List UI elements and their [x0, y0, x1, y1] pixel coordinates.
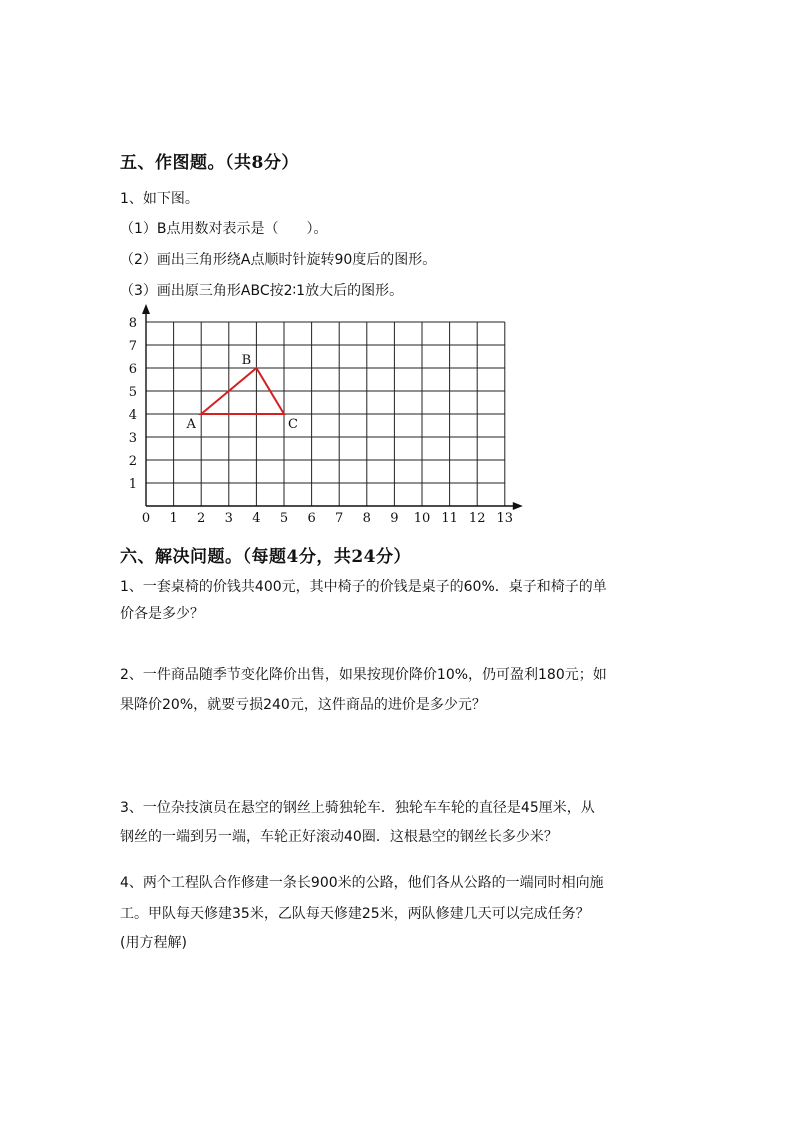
y-tick-label: 7	[128, 339, 137, 354]
question-1-intro: 1、如下图。	[120, 191, 199, 207]
point-label-b: B	[241, 353, 252, 368]
question-1-sub1: （1）B点用数对表示是（ ）。	[120, 221, 328, 237]
problem-1-line1: 1、一套桌椅的价钱共400元，其中椅子的价钱是桌子的60%．桌子和椅子的单	[120, 579, 607, 595]
y-tick-label: 8	[128, 316, 137, 331]
problem-4-line1: 4、两个工程队合作修建一条长900米的公路，他们各从公路的一端同时相向施	[120, 875, 604, 891]
y-tick-label: 6	[128, 362, 137, 377]
problem-3-line1: 3、一位杂技演员在悬空的钢丝上骑独轮车．独轮车车轮的直径是45厘米，从	[120, 800, 595, 816]
x-axis-arrow	[513, 502, 523, 510]
section-5-title: 五、作图题。（共8分）	[120, 153, 299, 173]
point-label-c: C	[288, 417, 298, 432]
x-tick-label: 5	[279, 511, 289, 526]
x-tick-labels	[142, 511, 513, 526]
problem-4-line2: 工。甲队每天修建35米，乙队每天修建25米，两队修建几天可以完成任务？	[120, 906, 590, 922]
y-tick-label: 1	[128, 477, 137, 492]
y-tick-labels	[129, 316, 137, 492]
problem-1-line2: 价各是多少？	[120, 606, 204, 622]
x-tick-label: 8	[362, 511, 371, 526]
x-tick-label: 9	[390, 511, 399, 526]
y-tick-label: 3	[128, 431, 137, 446]
problem-4-line3: (用方程解)	[120, 935, 187, 951]
y-axis-arrow	[142, 304, 150, 314]
y-tick-label: 5	[128, 385, 137, 400]
coordinate-grid	[0, 0, 794, 540]
x-tick-label: 7	[335, 511, 344, 526]
x-tick-label: 3	[224, 511, 233, 526]
question-1-sub2: （2）画出三角形绕A点顺时针旋转90度后的图形。	[120, 252, 437, 268]
y-tick-label: 4	[128, 408, 137, 423]
problem-3-line2: 钢丝的一端到另一端，车轮正好滚动40圈．这根悬空的钢丝长多少米？	[120, 829, 558, 845]
axes	[142, 304, 523, 510]
section-6-title: 六、解决问题。（每题4分，共24分）	[120, 547, 411, 567]
x-tick-label: 11	[441, 511, 458, 526]
problem-2-line2: 果降价20%，就要亏损240元，这件商品的进价是多少元？	[120, 697, 486, 713]
x-tick-label: 1	[169, 511, 178, 526]
y-tick-label: 2	[128, 454, 137, 469]
x-tick-label: 0	[141, 511, 151, 526]
x-tick-label: 13	[496, 511, 514, 526]
x-tick-label: 6	[307, 511, 316, 526]
x-tick-label: 2	[197, 511, 206, 526]
problem-2-line1: 2、一件商品随季节变化降价出售，如果按现价降价10%，仍可盈利180元；如	[120, 667, 607, 683]
x-tick-label: 4	[252, 511, 261, 526]
point-labels	[186, 353, 299, 432]
point-label-a: A	[186, 417, 196, 432]
x-tick-label: 12	[468, 511, 486, 526]
question-1-sub3: （3）画出原三角形ABC按2∶1放大后的图形。	[120, 283, 404, 299]
x-tick-label: 10	[413, 511, 431, 526]
